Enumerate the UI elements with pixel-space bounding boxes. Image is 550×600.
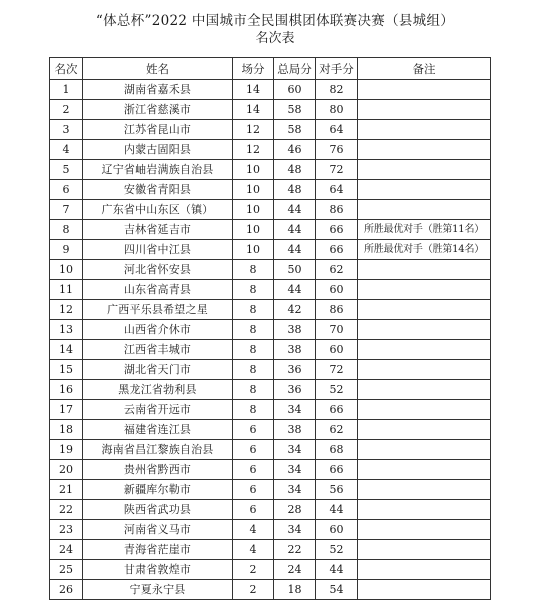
cell-notes xyxy=(358,560,491,580)
cell-rank: 10 xyxy=(50,260,83,280)
cell-opponent-points: 64 xyxy=(316,180,358,200)
cell-opponent-points: 64 xyxy=(316,120,358,140)
cell-match-points: 6 xyxy=(233,420,274,440)
table-row xyxy=(50,180,491,200)
cell-rank: 12 xyxy=(50,300,83,320)
cell-game-points: 50 xyxy=(274,260,316,280)
cell-name: 湖南省嘉禾县 xyxy=(83,80,233,100)
table-header-row xyxy=(50,58,491,80)
cell-match-points: 10 xyxy=(233,220,274,240)
cell-opponent-points: 80 xyxy=(316,100,358,120)
cell-opponent-points: 44 xyxy=(316,500,358,520)
header-game-points: 总局分 xyxy=(274,58,316,80)
cell-notes xyxy=(358,360,491,380)
cell-match-points: 8 xyxy=(233,340,274,360)
cell-rank: 8 xyxy=(50,220,83,240)
cell-game-points: 34 xyxy=(274,480,316,500)
cell-name: 安徽省青阳县 xyxy=(83,180,233,200)
cell-name: 四川省中江县 xyxy=(83,240,233,260)
cell-name: 宁夏永宁县 xyxy=(83,580,233,600)
cell-match-points: 10 xyxy=(233,160,274,180)
cell-name: 江西省丰城市 xyxy=(83,340,233,360)
cell-notes xyxy=(358,400,491,420)
table-row xyxy=(50,340,491,360)
table-row xyxy=(50,360,491,380)
cell-game-points: 48 xyxy=(274,160,316,180)
cell-match-points: 6 xyxy=(233,460,274,480)
cell-match-points: 14 xyxy=(233,80,274,100)
cell-name: 甘肃省敦煌市 xyxy=(83,560,233,580)
cell-rank: 5 xyxy=(50,160,83,180)
table-row xyxy=(50,420,491,440)
cell-match-points: 2 xyxy=(233,580,274,600)
cell-game-points: 28 xyxy=(274,500,316,520)
cell-match-points: 10 xyxy=(233,240,274,260)
cell-notes xyxy=(358,100,491,120)
cell-name: 广东省中山东区（镇） xyxy=(83,200,233,220)
cell-notes xyxy=(358,300,491,320)
cell-rank: 22 xyxy=(50,500,83,520)
cell-match-points: 8 xyxy=(233,300,274,320)
cell-opponent-points: 82 xyxy=(316,80,358,100)
cell-name: 山西省介休市 xyxy=(83,320,233,340)
table-row xyxy=(50,560,491,580)
cell-name: 山东省高青县 xyxy=(83,280,233,300)
cell-name: 贵州省黔西市 xyxy=(83,460,233,480)
cell-match-points: 8 xyxy=(233,320,274,340)
cell-opponent-points: 66 xyxy=(316,240,358,260)
table-row xyxy=(50,320,491,340)
cell-notes xyxy=(358,380,491,400)
cell-rank: 3 xyxy=(50,120,83,140)
header-name: 姓名 xyxy=(83,58,233,80)
cell-notes xyxy=(358,540,491,560)
cell-match-points: 10 xyxy=(233,200,274,220)
cell-opponent-points: 52 xyxy=(316,380,358,400)
cell-game-points: 58 xyxy=(274,120,316,140)
cell-match-points: 8 xyxy=(233,400,274,420)
table-row xyxy=(50,400,491,420)
cell-rank: 19 xyxy=(50,440,83,460)
cell-rank: 6 xyxy=(50,180,83,200)
cell-rank: 20 xyxy=(50,460,83,480)
cell-name: 吉林省延吉市 xyxy=(83,220,233,240)
cell-game-points: 34 xyxy=(274,440,316,460)
table-row xyxy=(50,80,491,100)
cell-notes xyxy=(358,140,491,160)
cell-notes: 所胜最优对手（胜第11名） xyxy=(358,220,491,240)
cell-opponent-points: 60 xyxy=(316,280,358,300)
cell-match-points: 4 xyxy=(233,520,274,540)
cell-match-points: 10 xyxy=(233,180,274,200)
cell-notes xyxy=(358,80,491,100)
cell-name: 海南省昌江黎族自治县 xyxy=(83,440,233,460)
cell-name: 湖北省天门市 xyxy=(83,360,233,380)
table-row xyxy=(50,300,491,320)
header-opponent-points: 对手分 xyxy=(316,58,358,80)
cell-rank: 13 xyxy=(50,320,83,340)
cell-match-points: 6 xyxy=(233,500,274,520)
cell-opponent-points: 72 xyxy=(316,160,358,180)
cell-opponent-points: 62 xyxy=(316,420,358,440)
cell-rank: 7 xyxy=(50,200,83,220)
document-subtitle: 名次表 xyxy=(255,31,295,46)
cell-opponent-points: 66 xyxy=(316,220,358,240)
cell-game-points: 34 xyxy=(274,520,316,540)
cell-rank: 25 xyxy=(50,560,83,580)
cell-notes: 所胜最优对手（胜第14名） xyxy=(358,240,491,260)
cell-notes xyxy=(358,520,491,540)
cell-name: 辽宁省岫岩满族自治县 xyxy=(83,160,233,180)
cell-notes xyxy=(358,180,491,200)
cell-game-points: 36 xyxy=(274,360,316,380)
cell-match-points: 8 xyxy=(233,380,274,400)
cell-match-points: 8 xyxy=(233,360,274,380)
cell-name: 河南省义马市 xyxy=(83,520,233,540)
cell-match-points: 2 xyxy=(233,560,274,580)
header-rank: 名次 xyxy=(50,58,83,80)
cell-rank: 24 xyxy=(50,540,83,560)
cell-notes xyxy=(358,420,491,440)
cell-match-points: 14 xyxy=(233,100,274,120)
cell-name: 青海省茫崖市 xyxy=(83,540,233,560)
cell-name: 广西平乐县希望之星 xyxy=(83,300,233,320)
cell-game-points: 60 xyxy=(274,80,316,100)
header-match-points: 场分 xyxy=(233,58,274,80)
cell-opponent-points: 56 xyxy=(316,480,358,500)
cell-notes xyxy=(358,440,491,460)
cell-opponent-points: 72 xyxy=(316,360,358,380)
cell-rank: 23 xyxy=(50,520,83,540)
cell-opponent-points: 54 xyxy=(316,580,358,600)
table-row xyxy=(50,100,491,120)
cell-rank: 9 xyxy=(50,240,83,260)
cell-notes xyxy=(358,480,491,500)
cell-rank: 21 xyxy=(50,480,83,500)
cell-opponent-points: 44 xyxy=(316,560,358,580)
table-row xyxy=(50,440,491,460)
cell-opponent-points: 60 xyxy=(316,340,358,360)
cell-game-points: 44 xyxy=(274,240,316,260)
cell-name: 浙江省慈溪市 xyxy=(83,100,233,120)
cell-match-points: 12 xyxy=(233,140,274,160)
cell-game-points: 42 xyxy=(274,300,316,320)
document-title: “体总杯”2022 中国城市全民围棋团体联赛决赛（县城组） xyxy=(95,13,455,29)
cell-opponent-points: 86 xyxy=(316,200,358,220)
table-row xyxy=(50,380,491,400)
cell-opponent-points: 68 xyxy=(316,440,358,460)
table-row xyxy=(50,280,491,300)
cell-name: 黑龙江省勃利县 xyxy=(83,380,233,400)
cell-rank: 11 xyxy=(50,280,83,300)
table-body xyxy=(50,80,491,600)
cell-name: 河北省怀安县 xyxy=(83,260,233,280)
table-row xyxy=(50,500,491,520)
cell-match-points: 8 xyxy=(233,280,274,300)
cell-match-points: 4 xyxy=(233,540,274,560)
cell-rank: 14 xyxy=(50,340,83,360)
table-row xyxy=(50,260,491,280)
table-row xyxy=(50,120,491,140)
cell-game-points: 22 xyxy=(274,540,316,560)
cell-rank: 1 xyxy=(50,80,83,100)
table-row xyxy=(50,240,491,260)
cell-name: 福建省连江县 xyxy=(83,420,233,440)
cell-game-points: 34 xyxy=(274,460,316,480)
cell-opponent-points: 86 xyxy=(316,300,358,320)
cell-notes xyxy=(358,320,491,340)
cell-rank: 4 xyxy=(50,140,83,160)
cell-game-points: 38 xyxy=(274,320,316,340)
cell-game-points: 58 xyxy=(274,100,316,120)
table-row xyxy=(50,460,491,480)
cell-rank: 16 xyxy=(50,380,83,400)
cell-name: 云南省开远市 xyxy=(83,400,233,420)
table-row xyxy=(50,480,491,500)
cell-game-points: 34 xyxy=(274,400,316,420)
cell-notes xyxy=(358,160,491,180)
cell-game-points: 38 xyxy=(274,340,316,360)
cell-notes xyxy=(358,500,491,520)
cell-opponent-points: 60 xyxy=(316,520,358,540)
cell-notes xyxy=(358,340,491,360)
cell-opponent-points: 62 xyxy=(316,260,358,280)
cell-notes xyxy=(358,580,491,600)
cell-match-points: 6 xyxy=(233,480,274,500)
cell-game-points: 18 xyxy=(274,580,316,600)
cell-game-points: 38 xyxy=(274,420,316,440)
cell-opponent-points: 66 xyxy=(316,460,358,480)
cell-opponent-points: 76 xyxy=(316,140,358,160)
cell-game-points: 48 xyxy=(274,180,316,200)
cell-name: 新疆库尔勒市 xyxy=(83,480,233,500)
header-notes: 备注 xyxy=(358,58,491,80)
cell-game-points: 44 xyxy=(274,280,316,300)
cell-match-points: 6 xyxy=(233,440,274,460)
cell-match-points: 8 xyxy=(233,260,274,280)
cell-name: 内蒙古固阳县 xyxy=(83,140,233,160)
table-row xyxy=(50,140,491,160)
table-row xyxy=(50,520,491,540)
cell-game-points: 44 xyxy=(274,220,316,240)
cell-game-points: 24 xyxy=(274,560,316,580)
cell-opponent-points: 70 xyxy=(316,320,358,340)
cell-notes xyxy=(358,260,491,280)
cell-game-points: 36 xyxy=(274,380,316,400)
ranking-table xyxy=(49,57,491,600)
cell-notes xyxy=(358,120,491,140)
table-row xyxy=(50,220,491,240)
table-row xyxy=(50,540,491,560)
cell-name: 江苏省昆山市 xyxy=(83,120,233,140)
cell-rank: 26 xyxy=(50,580,83,600)
cell-opponent-points: 66 xyxy=(316,400,358,420)
cell-rank: 18 xyxy=(50,420,83,440)
cell-notes xyxy=(358,460,491,480)
cell-match-points: 12 xyxy=(233,120,274,140)
cell-rank: 17 xyxy=(50,400,83,420)
table-row xyxy=(50,200,491,220)
table-row xyxy=(50,580,491,600)
cell-game-points: 44 xyxy=(274,200,316,220)
table-row xyxy=(50,160,491,180)
cell-game-points: 46 xyxy=(274,140,316,160)
cell-notes xyxy=(358,280,491,300)
cell-name: 陕西省武功县 xyxy=(83,500,233,520)
cell-rank: 2 xyxy=(50,100,83,120)
cell-rank: 15 xyxy=(50,360,83,380)
cell-opponent-points: 52 xyxy=(316,540,358,560)
cell-notes xyxy=(358,200,491,220)
